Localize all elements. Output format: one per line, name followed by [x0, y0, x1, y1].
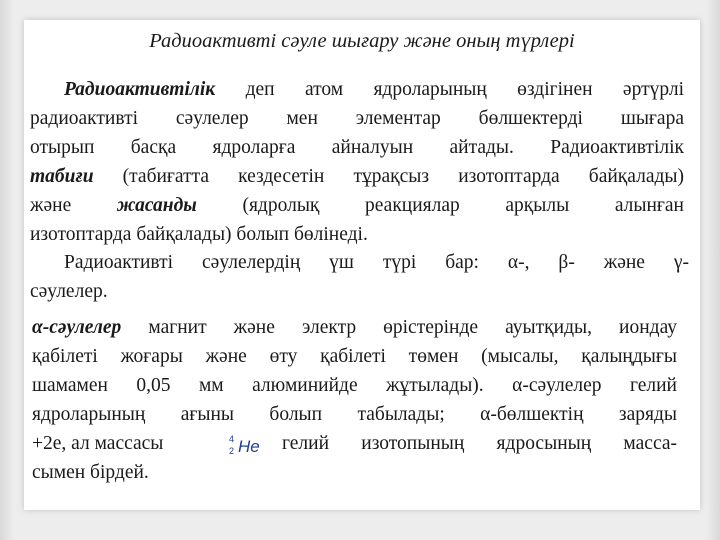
- helium-nuclide-formula: [229, 434, 279, 460]
- term-alpha-rays: α-сәулелер: [32, 317, 122, 338]
- paragraph-line: ядроларының ағыны болып табылады; α-бөлшектің заряды: [32, 404, 677, 425]
- text-span: және: [30, 195, 117, 216]
- text-span: (ядролық реакциялар арқылы алынған: [196, 195, 684, 216]
- paragraph-line: қабілеті жоғары және өту қабілеті төмен (мысалы, қалыңдығы: [32, 346, 677, 367]
- paragraph-line: шамамен 0,05 мм алюминийде жұтылады). α-сәулелер гелий: [32, 375, 677, 396]
- paragraph-line: [64, 80, 684, 100]
- charge-number: 2: [229, 446, 235, 456]
- term-radioactivity: Радиоактивтілік: [64, 79, 216, 100]
- text-span: магнит және электр өрістерінде ауытқиды, иондау: [121, 317, 677, 338]
- paragraph-line: радиоактивті сәулелер мен элементар бөлшектерді шығара: [30, 108, 684, 129]
- slide-card: [24, 20, 700, 510]
- element-symbol: He: [238, 437, 260, 456]
- paragraph-line: [32, 318, 677, 338]
- paragraph-line: [30, 196, 684, 216]
- paragraph-line: +2е, ал массасы: [32, 433, 164, 454]
- paragraph-line: [30, 167, 684, 187]
- paragraph-line: Радиоактивті сәулелердің үш түрі бар: α-, β- және γ-: [64, 252, 689, 273]
- paragraph-line: сымен бірдей.: [32, 462, 149, 483]
- paragraph-line: сәулелер.: [30, 281, 108, 302]
- text-span: деп атом ядроларының өздігінен әртүрлі: [215, 79, 684, 100]
- term-natural: табиғи: [30, 166, 94, 187]
- paragraph-line: изотоптарда байқалады) болып бөлінеді.: [30, 224, 368, 245]
- text-span: (табиғатта кездесетін тұрақсыз изотоптарда байқалады): [93, 166, 684, 187]
- slide-title: Радиоактивті сәуле шығару және оның түрлері: [149, 30, 575, 52]
- term-artificial: жасанды: [116, 195, 197, 216]
- paragraph-line: отырып басқа ядроларға айналуын айтады. Радиоактивтілік: [30, 137, 684, 158]
- paragraph-line: гелий изотопының ядросының масса-: [282, 433, 677, 454]
- mass-number: 4: [229, 434, 235, 444]
